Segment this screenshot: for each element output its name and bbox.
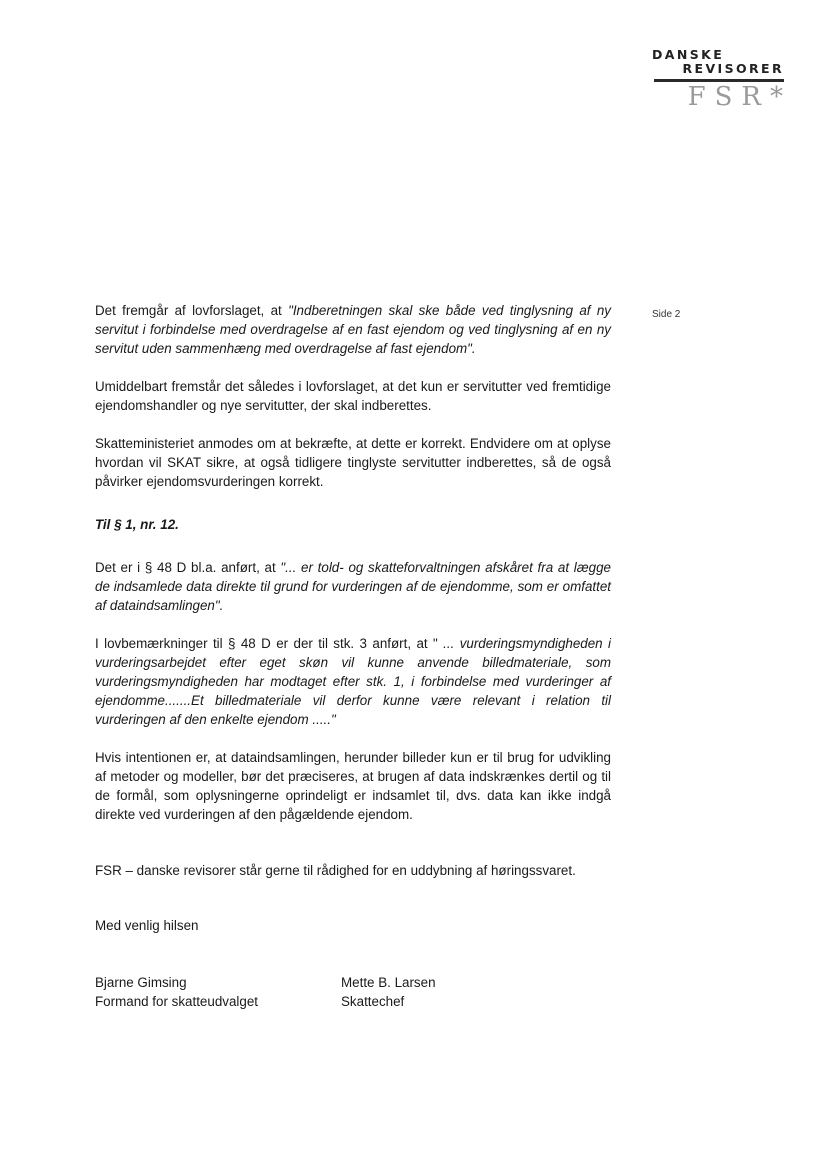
signatory-name: Bjarne Gimsing bbox=[95, 975, 187, 990]
logo-line-danske: DANSKE bbox=[652, 47, 725, 62]
logo-fsr-mark: FSR* bbox=[687, 82, 792, 112]
letter-body bbox=[95, 301, 611, 935]
signature-left bbox=[95, 973, 258, 1011]
paragraph-1 bbox=[95, 301, 611, 358]
paragraph-1-intro: Det fremgår af lovforslaget, at bbox=[95, 303, 289, 318]
signatory-title: Formand for skatteudvalget bbox=[95, 994, 259, 1009]
greeting-line: Med venlig hilsen bbox=[95, 918, 199, 933]
paragraph-2: Umiddelbart fremstår det således i lovforslaget, at det kun er servitutter ved fremtidige ejendomshandler og nye servitutter, der skal indberettes. bbox=[95, 379, 611, 413]
logo-line-revisorer: REVISORER bbox=[682, 61, 784, 76]
paragraph-5-quote: ... vurderingsmyndigheden i vurderingsarbejdet efter eget skøn vil kunne anvende billedmateriale, som vurderingsmyndigheden har modtaget efter stk. 1, i forbindelse med vurderinger af ejendomme.......Et billedmateriale vil derfor kunne være relevant i relation til vurderingen af den enkelte ejendom ....." bbox=[95, 636, 611, 727]
paragraph-6: Hvis intentionen er, at dataindsamlingen, herunder billeder kun er til brug for udvikling af metoder og modeller, bør det præciseres, at brugen af data indskrænkes dertil og til de formål, som oplysningerne oprindeligt er indsamlet til, dvs. data kan ikke indgå direkte ved vurderingen af den pågældende ejendom. bbox=[95, 750, 611, 822]
paragraph-1-quote: "Indberetningen skal ske både ved tinglysning af ny servitut i forbindelse med overdragelse af en fast ejendom og ved tinglysning af en ny servitut uden sammenhæng med overdragelse af fast ejendom". bbox=[95, 303, 611, 356]
paragraph-4-quote: "... er told- og skatteforvaltningen afskåret fra at lægge de indsamlede data direkte til grund for vurderingen af de ejendomme, som er omfattet af dataindsamlingen". bbox=[95, 560, 611, 613]
page-number-label: Side 2 bbox=[652, 309, 681, 320]
section-heading: Til § 1, nr. 12. bbox=[95, 517, 179, 532]
paragraph-3: Skatteministeriet anmodes om at bekræfte, at dette er korrekt. Endvidere om at oplyse hvordan vil SKAT sikre, at også tidligere tinglyste servitutter indberettes, så de også påvirker ejendomsvurderingen korrekt. bbox=[95, 436, 611, 489]
signatory-name: Mette B. Larsen bbox=[341, 975, 436, 990]
signatory-title: Skattechef bbox=[341, 994, 405, 1009]
paragraph-4 bbox=[95, 558, 611, 615]
signature-right bbox=[341, 973, 436, 1011]
paragraph-5-intro: I lovbemærkninger til § 48 D er der til stk. 3 anført, at " bbox=[95, 636, 444, 651]
closing-line: FSR – danske revisorer står gerne til rådighed for en uddybning af høringssvaret. bbox=[95, 863, 576, 878]
paragraph-4-intro: Det er i § 48 D bl.a. anført, at bbox=[95, 560, 281, 575]
paragraph-5 bbox=[95, 634, 611, 729]
fsr-logo bbox=[652, 47, 792, 112]
